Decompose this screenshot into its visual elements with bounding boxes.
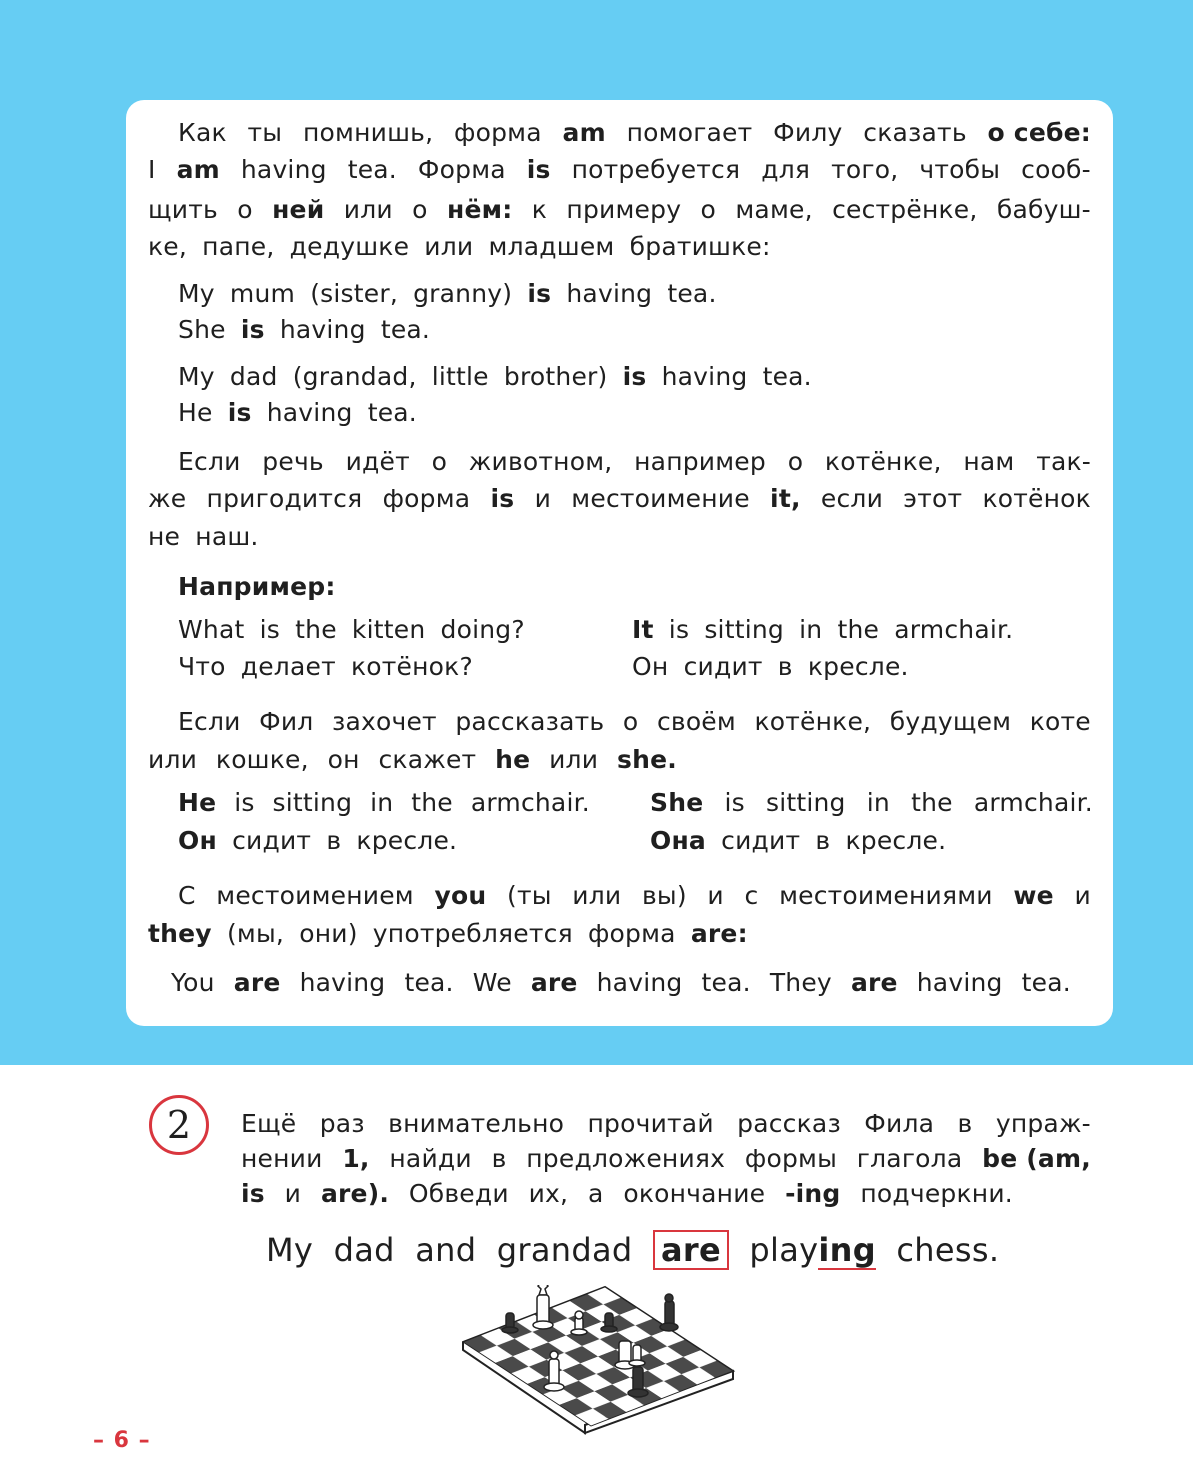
kitten-answer-en: It is sitting in the armchair. <box>632 615 1014 644</box>
page-number: – 6 – <box>93 1428 151 1453</box>
final-examples: You are having tea. We are having tea. They are having tea. <box>171 968 1071 997</box>
kitten-answer-ru: Он сидит в кресле. <box>632 652 909 681</box>
sample-sentence: My dad and grandad are playing chess. <box>266 1231 1000 1269</box>
exercise-line3: is и are). Обведи их, а окончание -ing подчеркни. <box>241 1179 1013 1208</box>
circled-verb: are <box>653 1230 729 1270</box>
he-example-ru: Он сидит в кресле. <box>178 826 458 855</box>
example-she: She is having tea. <box>178 315 431 344</box>
exercise-number: 2 <box>149 1095 209 1155</box>
para1-line4: ке, папе, дедушке или младшем братишке: <box>148 232 771 261</box>
para2-line2: же пригодится форма is и местоимение it, если этот котёнок <box>148 484 1091 513</box>
example-heading: Например: <box>178 572 336 601</box>
kitten-question-ru: Что делает котёнок? <box>178 652 473 681</box>
example-dad: My dad (grandad, little brother) is having tea. <box>178 362 812 391</box>
exercise-line2: нении 1, найди в предложениях формы глагола be (am, <box>241 1144 1091 1173</box>
kitten-question-en: What is the kitten doing? <box>178 615 525 644</box>
she-example-en: She is sitting in the armchair. <box>650 788 1093 817</box>
para3-line1: Если Фил захочет рассказать о своём котёнке, будущем коте <box>178 707 1091 736</box>
para4-line2: they (мы, они) употребляется форма are: <box>148 919 748 948</box>
para1-line1: Как ты помнишь, форма am помогает Филу сказать о себе: <box>178 118 1091 147</box>
she-example-ru: Она сидит в кресле. <box>650 826 947 855</box>
para1-line3: щить о ней или о нём: к примеру о маме, сестрёнке, бабуш- <box>148 195 1091 224</box>
underlined-ending: ing <box>818 1231 876 1269</box>
para3-line2: или кошке, он скажет he или she. <box>148 745 677 774</box>
exercise-line1: Ещё раз внимательно прочитай рассказ Фила в упраж- <box>241 1109 1091 1138</box>
para4-line1: С местоимением you (ты или вы) и с местоимениями we и <box>178 881 1091 910</box>
chessboard-illustration <box>455 1285 745 1435</box>
para1-line2: I am having tea. Форма is потребуется для того, чтобы сооб- <box>148 155 1091 184</box>
example-he: He is having tea. <box>178 398 417 427</box>
he-example-en: He is sitting in the armchair. <box>178 788 590 817</box>
para2-line3: не наш. <box>148 522 259 551</box>
para2-line1: Если речь идёт о животном, например о котёнке, нам так- <box>178 447 1091 476</box>
example-mum: My mum (sister, granny) is having tea. <box>178 279 717 308</box>
